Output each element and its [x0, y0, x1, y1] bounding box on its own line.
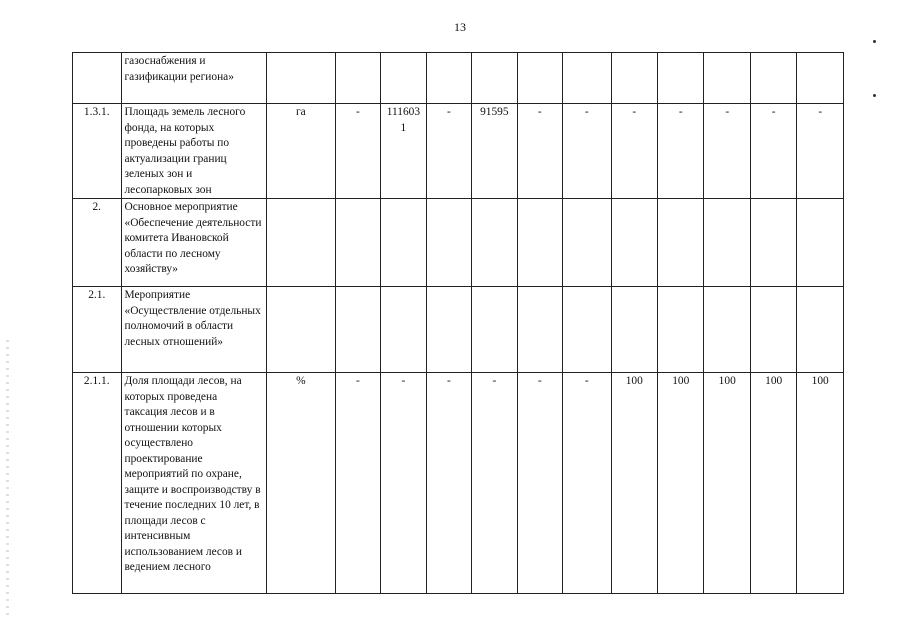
table-row — [73, 199, 844, 287]
row-value: - — [426, 373, 471, 594]
table-row — [73, 104, 844, 199]
table-row — [73, 53, 844, 104]
row-value — [381, 53, 426, 104]
row-value: - — [472, 373, 517, 594]
row-name: Доля площади лесов, на которых проведена таксация лесов и в отношении которых осуществлено проектирование мероприятий по охране, защите и воспроизводству в течение последних 10 лет, в площади лесов с интенсивным использованием лесов и ведением лесного — [121, 373, 267, 594]
row-value — [704, 53, 750, 104]
indicator-table — [72, 52, 844, 594]
row-number: 1.3.1. — [73, 104, 122, 199]
row-number: 2.1.1. — [73, 373, 122, 594]
row-value: 100 — [797, 373, 844, 594]
row-value: - — [611, 104, 657, 199]
scan-edge-marks — [6, 340, 9, 620]
row-unit — [267, 199, 336, 287]
row-value — [472, 287, 517, 373]
row-value: - — [381, 373, 426, 594]
scan-speck — [873, 94, 876, 97]
row-name: Основное мероприятие «Обеспечение деятельности комитета Ивановской области по лесному хозяйству» — [121, 199, 267, 287]
row-value: - — [517, 373, 562, 594]
row-value — [426, 199, 471, 287]
row-value: - — [797, 104, 844, 199]
row-value — [750, 287, 796, 373]
row-value — [381, 287, 426, 373]
row-value — [335, 199, 380, 287]
row-value — [517, 199, 562, 287]
row-value — [611, 199, 657, 287]
row-name: газоснабжения и газификации региона» — [121, 53, 267, 104]
row-value — [797, 53, 844, 104]
row-value: 91595 — [472, 104, 517, 199]
row-value: - — [563, 373, 612, 594]
row-value — [335, 287, 380, 373]
row-value — [335, 53, 380, 104]
row-value — [658, 53, 704, 104]
row-name: Мероприятие «Осуществление отдельных полномочий в области лесных отношений» — [121, 287, 267, 373]
row-value: - — [563, 104, 612, 199]
row-value — [797, 199, 844, 287]
row-value — [517, 53, 562, 104]
row-value: 100 — [611, 373, 657, 594]
row-value — [563, 287, 612, 373]
row-value: 111603 1 — [381, 104, 426, 199]
row-value: - — [704, 104, 750, 199]
row-value — [704, 199, 750, 287]
table-row — [73, 287, 844, 373]
row-value — [472, 199, 517, 287]
row-value: 100 — [750, 373, 796, 594]
table-row — [73, 373, 844, 594]
row-unit — [267, 287, 336, 373]
row-value: - — [335, 104, 380, 199]
row-value — [426, 287, 471, 373]
row-value — [658, 287, 704, 373]
row-unit: га — [267, 104, 336, 199]
row-value — [381, 199, 426, 287]
row-value: 100 — [658, 373, 704, 594]
row-value — [426, 53, 471, 104]
row-value — [797, 287, 844, 373]
row-value — [750, 199, 796, 287]
row-value — [611, 53, 657, 104]
row-value: - — [658, 104, 704, 199]
row-value: - — [426, 104, 471, 199]
row-value — [517, 287, 562, 373]
page-number: 13 — [454, 20, 466, 34]
row-number: 2. — [73, 199, 122, 287]
row-value: - — [750, 104, 796, 199]
row-number — [73, 53, 122, 104]
row-value — [563, 199, 612, 287]
row-value — [658, 199, 704, 287]
row-unit — [267, 53, 336, 104]
row-value — [750, 53, 796, 104]
row-value: - — [335, 373, 380, 594]
row-value — [611, 287, 657, 373]
row-value — [472, 53, 517, 104]
row-value — [704, 287, 750, 373]
row-number: 2.1. — [73, 287, 122, 373]
scan-speck — [873, 40, 876, 43]
row-unit: % — [267, 373, 336, 594]
row-value — [563, 53, 612, 104]
row-name: Площадь земель лесного фонда, на которых проведены работы по актуализации границ зеленых зон и лесопарковых зон — [121, 104, 267, 199]
row-value: - — [517, 104, 562, 199]
row-value: 100 — [704, 373, 750, 594]
